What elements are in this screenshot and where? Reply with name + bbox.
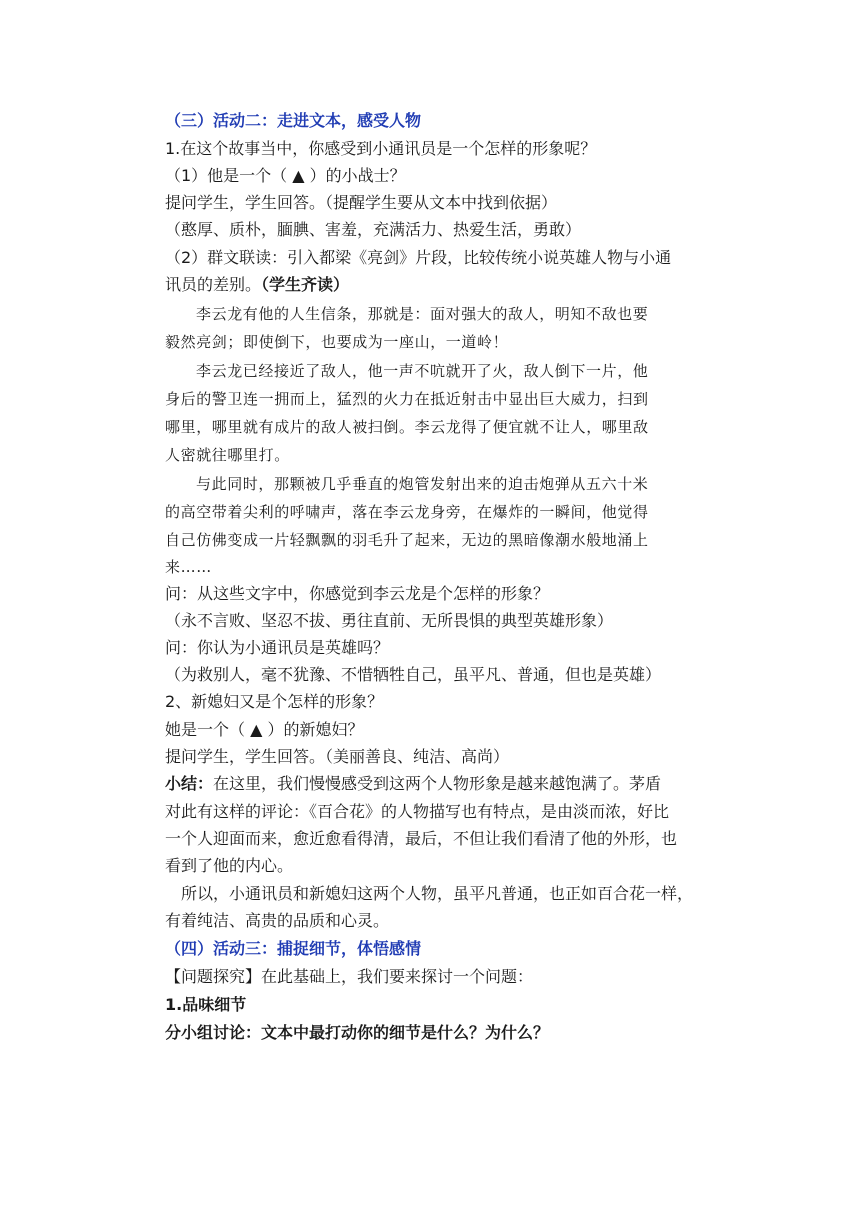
excerpt-paragraph-1-line-2: 毅然亮剑；即使倒下，也要成为一座山，一道岭！ xyxy=(165,333,509,351)
question-hero: 问：你认为小通讯员是英雄吗？ xyxy=(165,638,390,657)
summary-line-3: 一个人迎面而来，愈近愈看得清，最后，不但让我们看清了他的外形，也 xyxy=(165,829,678,848)
conclusion-line-2: 有着纯洁、高贵的品质和心灵。 xyxy=(165,911,390,930)
question-1: 1.在这个故事当中，你感受到小通讯员是一个怎样的形象呢？ xyxy=(165,139,597,158)
section-heading-activity-three: （四）活动三：捕捉细节，体悟感情 xyxy=(165,939,422,958)
section-heading-activity-two: （三）活动二：走进文本，感受人物 xyxy=(165,111,422,130)
read-together-label: （学生齐读） xyxy=(261,275,350,294)
instruction-line: 提问学生，学生回答。（提醒学生要从文本中找到依据） xyxy=(165,193,558,212)
answer-li-yunlong: （永不言败、坚忍不拔、勇往直前、无所畏惧的典型英雄形象） xyxy=(165,611,614,630)
group-discussion-prompt: 分小组讨论：文本中最打动你的细节是什么？为什么？ xyxy=(165,1023,550,1042)
excerpt-paragraph-2-line-1: 李云龙已经接近了敌人，他一声不吭就开了火，敌人倒下一片，他 xyxy=(196,362,649,380)
question-2: 2、新媳妇又是个怎样的形象？ xyxy=(165,692,384,711)
answer-line: （憨厚、质朴，腼腆、害羞，充满活力、热爱生活，勇敢） xyxy=(165,220,582,239)
excerpt-paragraph-3-line-1: 与此同时，那颗被几乎垂直的炮管发射出来的迫击炮弹从五六十米 xyxy=(196,475,649,493)
excerpt-paragraph-2-line-4: 人密就往哪里打。 xyxy=(165,446,290,464)
answer-bride: 提问学生，学生回答。（美丽善良、纯洁、高尚） xyxy=(165,747,510,766)
sub-question-2-text: 讯员的差别。 xyxy=(165,275,262,294)
summary-text: 在这里，我们慢慢感受到这两个人物形象是越来越饱满了。茅盾 xyxy=(213,774,662,793)
problem-inquiry: 【问题探究】在此基础上，我们要来探讨一个问题： xyxy=(165,967,534,986)
summary-line-4: 看到了他的内心。 xyxy=(165,856,294,875)
summary-line-2: 对此有这样的评论：《百合花》的人物描写也有特点，是由淡而浓，好比 xyxy=(165,802,670,821)
excerpt-paragraph-1-line-1: 李云龙有他的人生信条，那就是：面对强大的敌人，明知不敌也要 xyxy=(196,305,649,323)
question-2-blank: 她是一个（ ▲ ）的新媳妇？ xyxy=(165,720,364,739)
excerpt-paragraph-3-line-4: 来…… xyxy=(165,558,212,576)
excerpt-paragraph-3-line-3: 自己仿佛变成一片轻飘飘的羽毛升了起来，无边的黑暗像潮水般地涌上 xyxy=(165,531,649,549)
summary-line-1 xyxy=(165,774,661,794)
summary-label: 小结： xyxy=(165,774,214,793)
excerpt-paragraph-2-line-3: 哪里，哪里就有成片的敌人被扫倒。李云龙得了便宜就不让人，哪里敌 xyxy=(165,418,649,436)
conclusion-line-1: 所以，小通讯员和新媳妇这两个人物，虽平凡普通，也正如百合花一样， xyxy=(181,884,694,903)
question-li-yunlong: 问：从这些文字中，你感觉到李云龙是个怎样的形象？ xyxy=(165,584,550,603)
sub-question-2-line-2 xyxy=(165,275,349,295)
answer-hero: （为救别人，毫不犹豫、不惜牺牲自己，虽平凡、普通，但也是英雄） xyxy=(165,665,662,684)
sub-question-2-line-1: （2）群文联读：引入都梁《亮剑》片段，比较传统小说英雄人物与小通 xyxy=(165,248,672,267)
excerpt-paragraph-3-line-2: 的高空带着尖利的呼啸声，落在李云龙身旁，在爆炸的一瞬间，他觉得 xyxy=(165,503,649,521)
excerpt-paragraph-2-line-2: 身后的警卫连一拥而上，猛烈的火力在抵近射击中显出巨大威力，扫到 xyxy=(165,390,649,408)
sub-question-1: （1）他是一个（ ▲ ）的小战士？ xyxy=(165,166,406,185)
subheading-savor-details: 1.品味细节 xyxy=(165,995,247,1014)
